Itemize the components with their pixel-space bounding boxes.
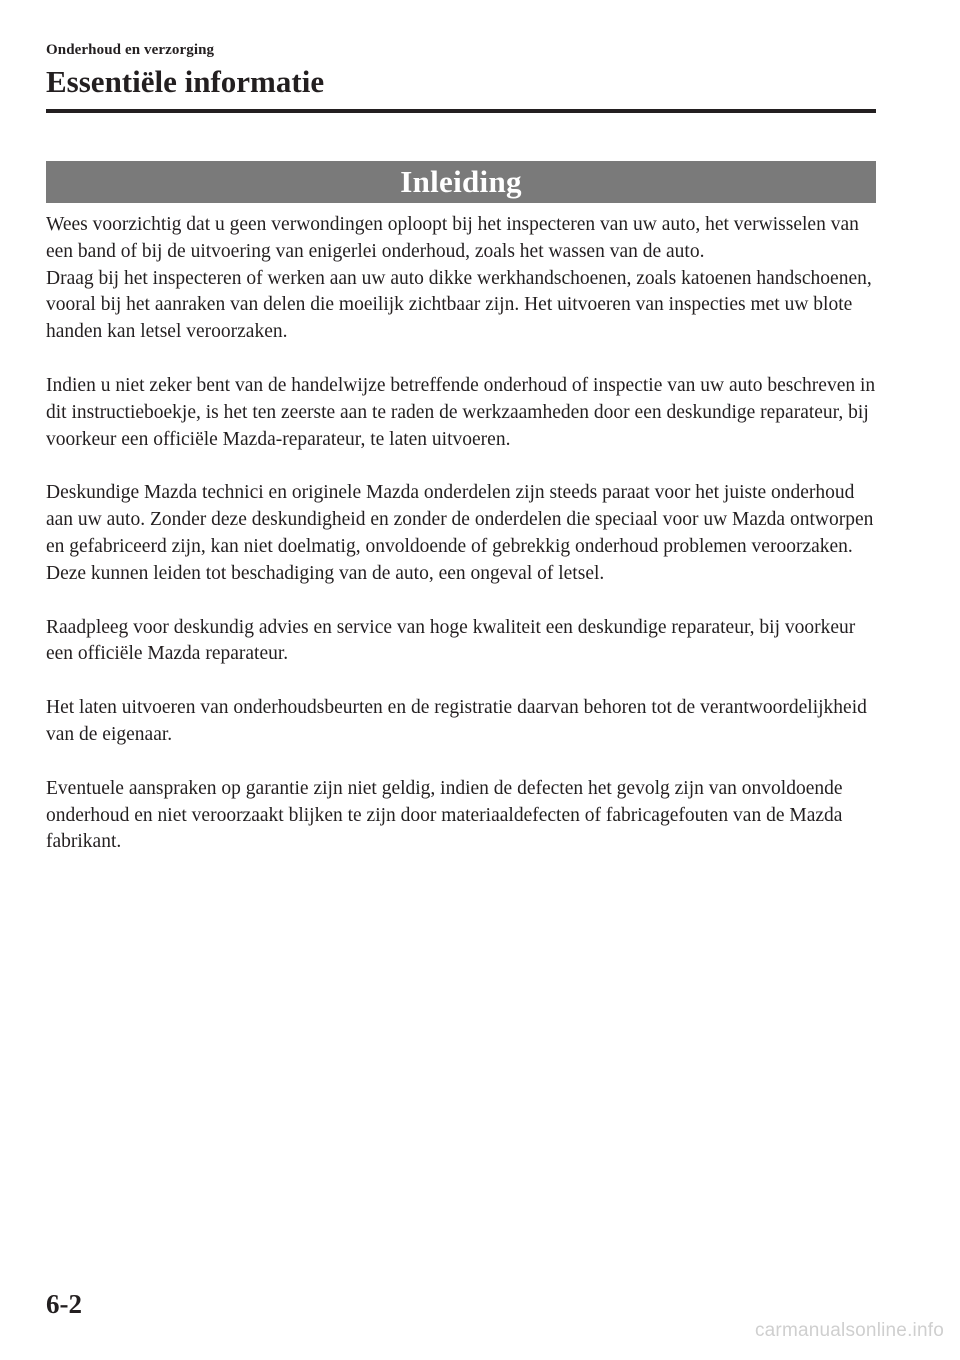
section-heading-banner: [46, 161, 876, 203]
paragraph: Raadpleeg voor deskundig advies en service van hoge kwaliteit een deskundige reparateur, bij voorkeur een officiële Mazda reparateur.: [46, 616, 856, 665]
watermark: carmanualsonline.info: [754, 1320, 944, 1341]
paragraph: Draag bij het inspecteren of werken aan uw auto dikke werkhandschoenen, zoals katoenen handschoenen, vooral bij het aanraken van delen die moeilijk zichtbaar zijn. Het uitvoeren van inspecties met uw blote handen kan letsel veroorzaken.: [46, 267, 872, 343]
paragraph: Deskundige Mazda technici en originele Mazda onderdelen zijn steeds paraat voor het juiste onderhoud aan uw auto. Zonder deze deskundigheid en zonder de onderdelen die speciaal voor uw Mazda ontworpen en gefabriceerd zijn, kan niet doelmatig, onvoldoende of gebrekkig onderhoud problemen veroorzaken. Deze kunnen leiden tot beschadiging van de auto, een ongeval of letsel.: [46, 482, 874, 584]
paragraph: Het laten uitvoeren van onderhoudsbeurten en de registratie daarvan behoren tot de verantwoordelijkheid van de eigenaar.: [46, 697, 867, 745]
page-title: Essentiële informatie: [46, 64, 325, 99]
paragraph: Wees voorzichtig dat u geen verwondingen oploopt bij het inspecteren van uw auto, het verwisselen van een band of bij de uitvoering van enigerlei onderhoud, zoals het wassen van de auto.: [46, 214, 859, 262]
section-body: [46, 212, 880, 856]
section-heading: Inleiding: [400, 164, 522, 199]
title-divider: [46, 109, 876, 113]
paragraph: Indien u niet zeker bent van de handelwijze betreffende onderhoud of inspectie van uw auto beschreven in dit instructieboekje, is het ten zeerste aan te raden de werkzaamheden door een deskundige reparateur, bij voorkeur een officiële Mazda-reparateur, te laten uitvoeren.: [46, 374, 876, 450]
breadcrumb: Onderhoud en verzorging: [46, 42, 215, 58]
paragraph: Eventuele aanspraken op garantie zijn niet geldig, indien de defecten het gevolg zijn van onvoldoende onderhoud en niet veroorzaakt blijken te zijn door materiaaldefecten of fabricagefouten van de Mazda fabrikant.: [46, 777, 843, 853]
page-number: 6-2: [46, 1289, 82, 1319]
